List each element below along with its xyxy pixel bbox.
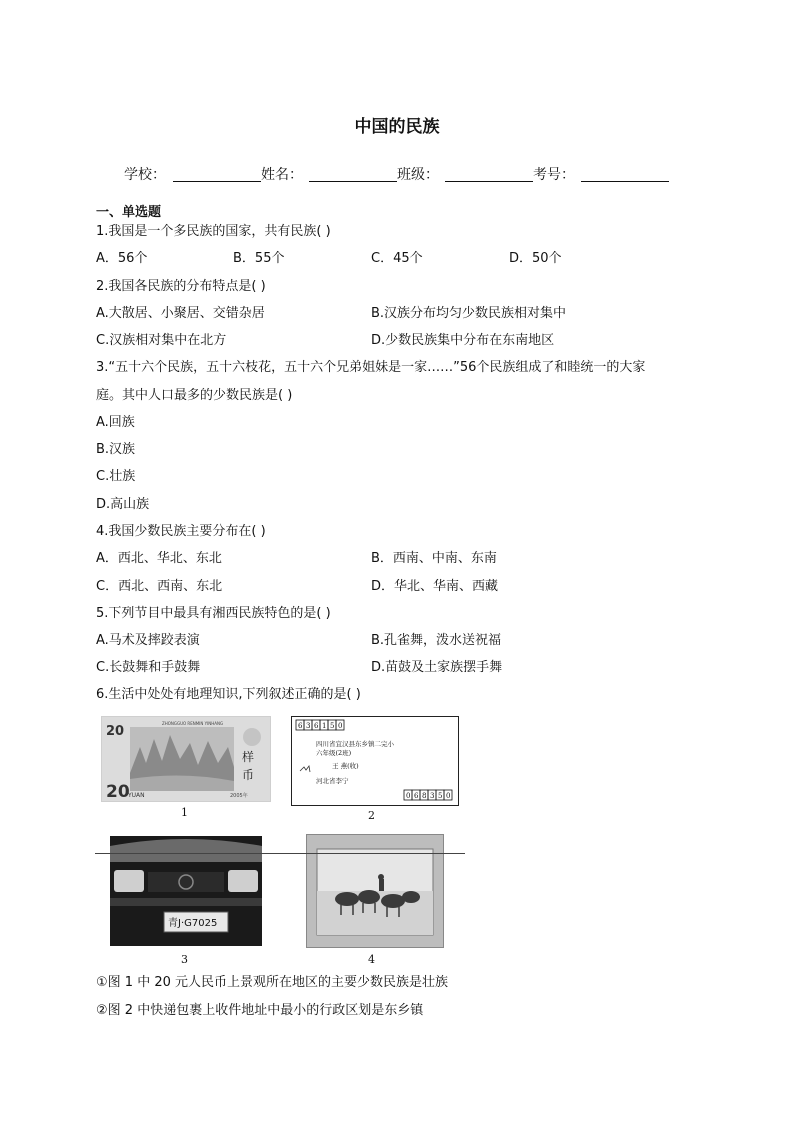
- class-blank[interactable]: [445, 181, 533, 182]
- question-5-option-d[interactable]: D.苗鼓及土家族摆手舞: [371, 660, 503, 675]
- banknote-currency: YUAN: [128, 792, 145, 799]
- postcode-top-digit: 6: [314, 722, 319, 730]
- name-label: 姓名：: [261, 167, 303, 183]
- banknote-illustration: [102, 717, 270, 801]
- divider-line: [95, 853, 465, 854]
- figure-3-label: 3: [181, 953, 188, 966]
- question-5-stem: 5.下列节目中最具有湘西民族特色的是( ): [96, 606, 331, 621]
- parcel-address-line2: 六年级(2班): [316, 749, 352, 757]
- question-2-stem: 2.我国各民族的分布特点是( ): [96, 279, 266, 294]
- figure-1-banknote: [101, 716, 271, 802]
- postcode-bottom-digit: 0: [406, 792, 411, 800]
- horse-illustration: [307, 835, 443, 947]
- school-label: 学校：: [124, 167, 166, 183]
- question-6-stem: 6.生活中处处有地理知识,下列叙述正确的是( ): [96, 687, 361, 702]
- question-2-option-d[interactable]: D.少数民族集中分布在东南地区: [371, 333, 555, 348]
- banknote-top-text: ZHONGGUO RENMIN YINHANG: [162, 721, 224, 726]
- figure-2-label: 2: [368, 809, 375, 822]
- parcel-illustration: [292, 717, 458, 805]
- figure-4-horse-photo: [306, 834, 444, 948]
- question-3-stem-line2: 庭。其中人口最多的少数民族是( ): [96, 388, 293, 403]
- question-6-statement-2: ②图 2 中快递包裹上收件地址中最小的行政区划是东乡镇: [96, 1003, 424, 1018]
- bird-stamp-icon: [300, 766, 310, 772]
- question-3-option-c[interactable]: C.壮族: [96, 469, 136, 484]
- postcode-top-digit: 1: [322, 722, 327, 730]
- postcode-top-digit: 3: [306, 722, 311, 730]
- postcode-bottom-digit: 6: [414, 792, 419, 800]
- figure-1-label: 1: [181, 806, 188, 819]
- banknote-year: 2005年: [230, 793, 248, 799]
- banknote-bottom-denomination: 20: [106, 782, 130, 801]
- question-4-stem: 4.我国少数民族主要分布在( ): [96, 524, 266, 539]
- question-1-option-d[interactable]: D．50个: [509, 251, 562, 266]
- section-heading: 一、单选题: [96, 205, 162, 220]
- question-4-option-c[interactable]: C．西北、西南、东北: [96, 579, 223, 594]
- question-1-option-b[interactable]: B．55个: [233, 251, 285, 266]
- parcel-address-line1: 四川省宜汉县东乡镇二完小: [316, 740, 394, 748]
- question-5-option-b[interactable]: B.孔雀舞，泼水送祝福: [371, 633, 502, 648]
- school-blank[interactable]: [173, 181, 261, 182]
- postcode-top-digit: 5: [330, 722, 335, 730]
- question-3-stem-line1: 3.“五十六个民族，五十六枝花，五十六个兄弟姐妹是一家……”56个民族组成了和睦统一的大家: [96, 360, 646, 375]
- parcel-sender: 河北省李宁: [316, 777, 349, 785]
- license-plate-number: 青J·G7025: [168, 918, 218, 929]
- figure-4-label: 4: [368, 953, 375, 966]
- parcel-recipient: 王 燕(收): [332, 762, 359, 770]
- banknote-denomination: 20: [106, 724, 125, 739]
- question-5-option-c[interactable]: C.长鼓舞和手鼓舞: [96, 660, 201, 675]
- question-4-option-d[interactable]: D．华北、华南、西藏: [371, 579, 499, 594]
- question-4-option-a[interactable]: A．西北、华北、东北: [96, 551, 222, 566]
- exam-no-label: 考号：: [533, 167, 575, 183]
- postcode-bottom-digit: 5: [438, 792, 443, 800]
- question-3-option-d[interactable]: D.高山族: [96, 497, 150, 512]
- exam-no-blank[interactable]: [581, 181, 669, 182]
- question-2-option-b[interactable]: B.汉族分布均匀少数民族相对集中: [371, 306, 567, 321]
- question-3-option-a[interactable]: A.回族: [96, 415, 135, 430]
- postcode-bottom-digit: 0: [446, 792, 451, 800]
- figure-2-parcel-label: [291, 716, 459, 806]
- postcode-bottom-digit: 8: [422, 792, 427, 800]
- postcode-bottom-digit: 3: [430, 792, 435, 800]
- banknote-sample-char-2: 币: [242, 768, 255, 782]
- page-title: 中国的民族: [354, 117, 440, 137]
- question-2-option-c[interactable]: C.汉族相对集中在北方: [96, 333, 227, 348]
- postcode-top-digit: 0: [338, 722, 343, 730]
- question-5-option-a[interactable]: A.马术及摔跤表演: [96, 633, 200, 648]
- question-4-option-b[interactable]: B．西南、中南、东南: [371, 551, 497, 566]
- question-6-statement-1: ①图 1 中 20 元人民币上景观所在地区的主要少数民族是壮族: [96, 975, 448, 990]
- question-2-option-a[interactable]: A.大散居、小聚居、交错杂居: [96, 306, 265, 321]
- question-3-option-b[interactable]: B.汉族: [96, 442, 136, 457]
- postcode-top-digit: 6: [298, 722, 303, 730]
- question-1-stem: 1.我国是一个多民族的国家，共有民族( ): [96, 224, 331, 239]
- class-label: 班级：: [397, 167, 439, 183]
- question-1-option-c[interactable]: C．45个: [371, 251, 423, 266]
- question-1-option-a[interactable]: A．56个: [96, 251, 148, 266]
- name-blank[interactable]: [309, 181, 397, 182]
- banknote-sample-char-1: 样: [242, 750, 255, 764]
